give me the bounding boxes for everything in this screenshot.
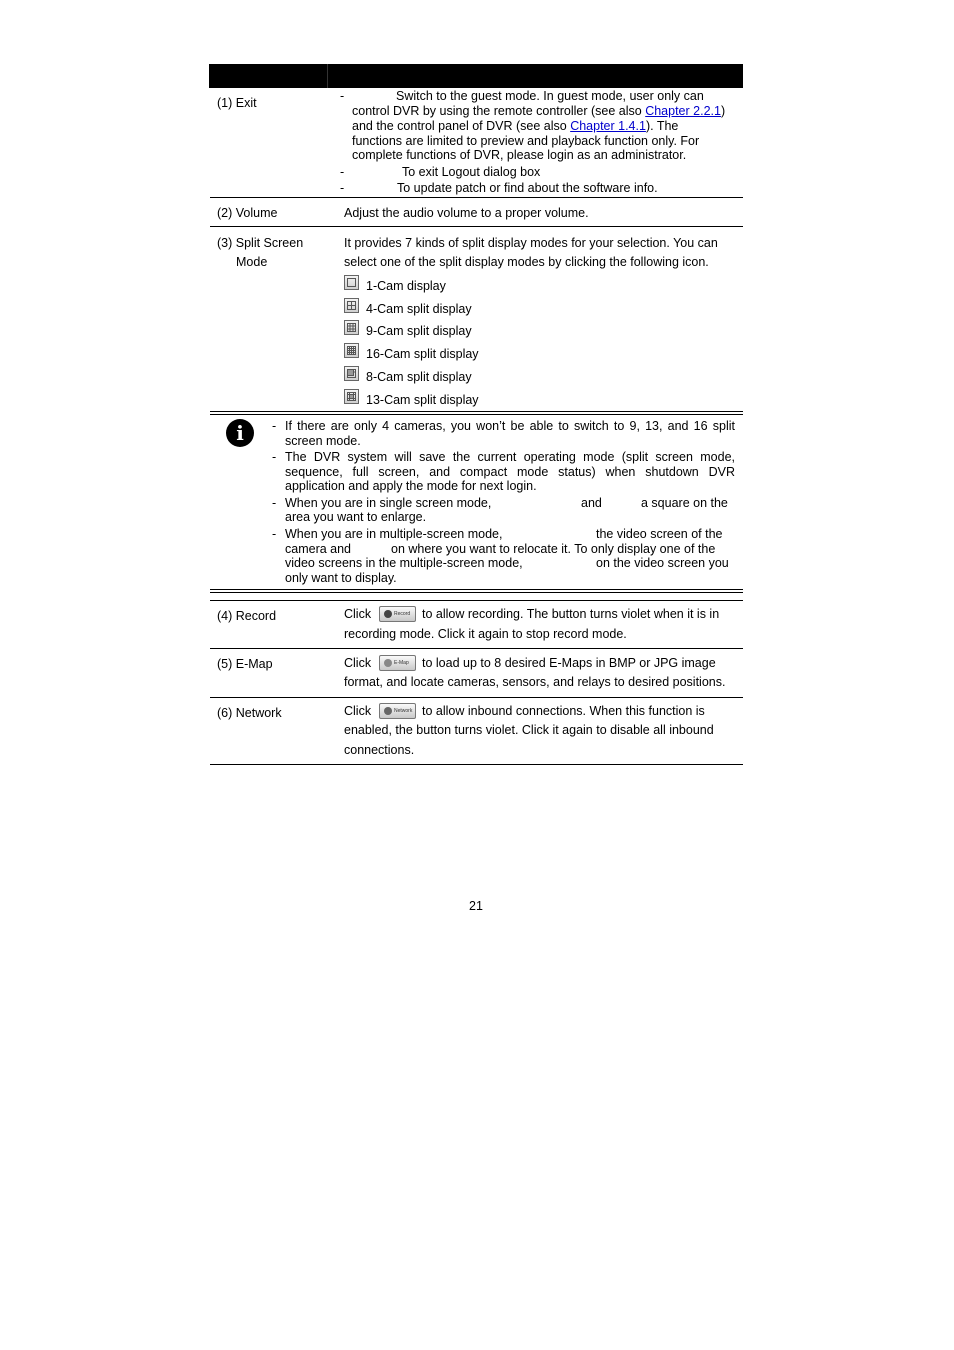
emap-click: Click [344, 656, 372, 670]
split-4cam-icon[interactable] [344, 298, 359, 313]
network-line3: connections. [344, 743, 415, 757]
split-mode-label: 16-Cam split display [366, 347, 479, 361]
emap-button[interactable]: E-Map [379, 655, 416, 671]
split-16cam-icon[interactable] [344, 343, 359, 358]
note3-line1b: and [581, 496, 602, 510]
split-desc-line1: It provides 7 kinds of split display modes for your selection. You can [344, 236, 718, 250]
row-label-split-screen-mode: Mode [236, 255, 268, 269]
row-divider [210, 226, 743, 227]
row-divider [210, 411, 743, 412]
split-13cam-icon[interactable] [344, 389, 359, 404]
row-label-emap: (5) E-Map [217, 657, 273, 671]
note4-line1a: When you are in multiple-screen mode, [285, 527, 503, 541]
emap-line1: to load up to 8 desired E-Maps in BMP or JPG image [422, 656, 716, 670]
exit-item1-line5: complete functions of DVR, please login as an administrator. [352, 148, 687, 162]
row-divider [210, 697, 743, 698]
note2-line2: sequence, full screen, and compact mode status) when shutdown DVR [285, 465, 735, 479]
split-mode-label: 4-Cam split display [366, 302, 472, 316]
row-label-split-screen: (3) Split Screen [217, 236, 304, 250]
row-label-volume: (2) Volume [217, 206, 278, 220]
bullet-dash: - [340, 165, 345, 179]
split-mode-label: 9-Cam split display [366, 324, 472, 338]
row-divider [210, 414, 743, 415]
bullet-dash: - [272, 527, 277, 541]
bullet-dash: - [272, 419, 277, 433]
volume-desc: Adjust the audio volume to a proper volume. [344, 206, 589, 220]
record-click: Click [344, 607, 372, 621]
bullet-dash: - [272, 450, 277, 464]
network-line2: enabled, the button turns violet. Click it again to disable all inbound [344, 723, 714, 737]
exit-item2: To exit Logout dialog box [402, 165, 541, 179]
row-divider [210, 589, 743, 590]
split-mode-label: 1-Cam display [366, 279, 446, 293]
network-button[interactable]: Network [379, 703, 416, 719]
page-number: 21 [469, 899, 483, 913]
row-label-network: (6) Network [217, 706, 282, 720]
exit-item1-line1: Switch to the guest mode. In guest mode, user only can [396, 89, 704, 103]
row-divider [210, 197, 743, 198]
record-button[interactable]: Record [379, 606, 416, 622]
map-icon [384, 659, 392, 667]
split-mode-label: 8-Cam split display [366, 370, 472, 384]
info-icon: i [226, 419, 254, 447]
network-line1: to allow inbound connections. When this function is [422, 704, 705, 718]
network-click: Click [344, 704, 372, 718]
record-icon [384, 610, 392, 618]
split-desc-line2: select one of the split display modes by clicking the following icon. [344, 255, 709, 269]
chapter-link-2-2-1[interactable]: Chapter 2.2.1 [645, 104, 721, 118]
row-divider [210, 592, 743, 593]
bullet-dash: - [340, 89, 345, 103]
split-8cam-icon[interactable] [344, 366, 359, 381]
note1-line1: If there are only 4 cameras, you won’t be able to switch to 9, 13, and 16 split [285, 419, 735, 433]
note3-line1a: When you are in single screen mode, [285, 496, 492, 510]
note3-line1c: a square on the [641, 496, 728, 510]
row-label-record: (4) Record [217, 609, 277, 623]
note4-line3b: on the video screen you [596, 556, 729, 570]
row-divider [210, 764, 743, 765]
record-line2: recording mode. Click it again to stop record mode. [344, 627, 627, 641]
exit-item1-line3: and the control panel of DVR (see also Chapter 1.4.1). The [352, 119, 679, 133]
note2-line1: The DVR system will save the current operating mode (split screen mode, [285, 450, 735, 464]
exit-item1-line2: control DVR by using the remote controller (see also Chapter 2.2.1) [352, 104, 726, 118]
table-header-bar [209, 64, 743, 88]
chapter-link-1-4-1[interactable]: Chapter 1.4.1 [570, 119, 646, 133]
note3-line2: area you want to enlarge. [285, 510, 427, 524]
note4-line1b: the video screen of the [596, 527, 723, 541]
record-line1: to allow recording. The button turns violet when it is in [422, 607, 720, 621]
note1-line2: screen mode. [285, 434, 361, 448]
emap-line2: format, and locate cameras, sensors, and relays to desired positions. [344, 675, 726, 689]
bullet-dash: - [340, 181, 345, 195]
bullet-dash: - [272, 496, 277, 510]
split-9cam-icon[interactable] [344, 320, 359, 335]
note2-line3: application and apply the mode for next login. [285, 479, 537, 493]
split-mode-label: 13-Cam split display [366, 393, 479, 407]
row-divider [210, 600, 743, 601]
exit-item1-line4: functions are limited to preview and playback function only. For [352, 134, 700, 148]
split-1cam-icon[interactable] [344, 275, 359, 290]
note4-line2a: camera and [285, 542, 352, 556]
row-label-exit: (1) Exit [217, 96, 257, 110]
exit-item3: To update patch or find about the software info. [397, 181, 658, 195]
network-icon [384, 707, 392, 715]
note4-line4: only want to display. [285, 571, 397, 585]
note4-line3a: video screens in the multiple-screen mode, [285, 556, 523, 570]
note4-line2b: on where you want to relocate it. To only display one of the [391, 542, 716, 556]
row-divider [210, 648, 743, 649]
